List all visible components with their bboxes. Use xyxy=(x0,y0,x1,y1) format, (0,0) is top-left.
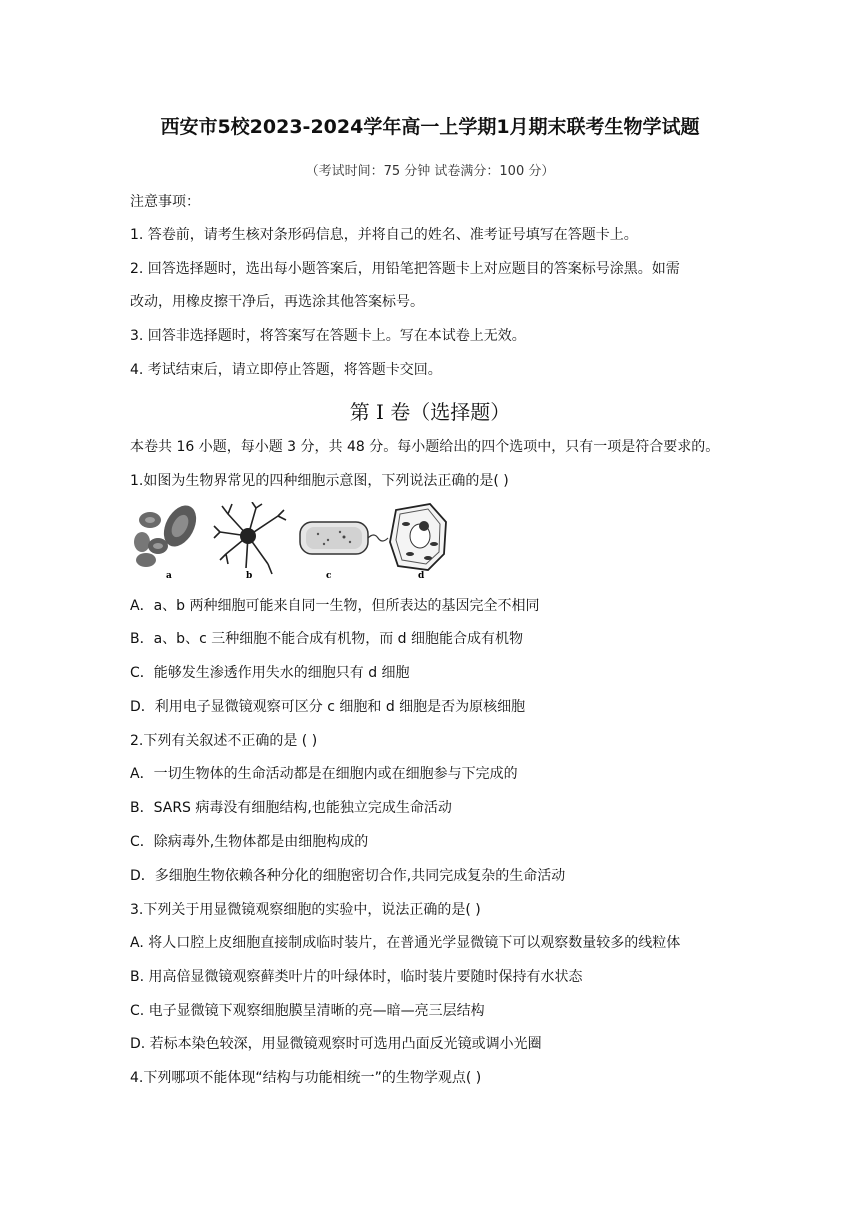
figure-label-a: a xyxy=(166,571,172,581)
answer-option: C．除病毒外,生物体都是由细胞构成的 xyxy=(130,834,369,850)
question-stem: 2.下列有关叙述不正确的是 ( ) xyxy=(130,733,318,749)
exam-title: 西安市5校2023-2024学年高一上学期1月期末联考生物学试题 xyxy=(160,116,700,138)
cell-diagram xyxy=(128,502,468,582)
neuron-body xyxy=(240,528,256,544)
cell-diagram-figure xyxy=(128,502,468,582)
answer-option: A．a、b 两种细胞可能来自同一生物，但所表达的基因完全不相同 xyxy=(130,598,540,614)
bacterium-illustration xyxy=(300,522,388,554)
answer-option: C．能够发生渗透作用失水的细胞只有 d 细胞 xyxy=(130,665,410,681)
answer-option: B. 用高倍显微镜观察藓类叶片的叶绿体时，临时装片要随时保持有水状态 xyxy=(130,969,583,985)
answer-option: C. 电子显微镜下观察细胞膜呈清晰的亮—暗—亮三层结构 xyxy=(130,1003,485,1019)
answer-option: A．一切生物体的生命活动都是在细胞内或在细胞参与下完成的 xyxy=(130,766,518,782)
answer-option: D．利用电子显微镜观察可区分 c 细胞和 d 细胞是否为原核细胞 xyxy=(130,699,526,715)
figure-label-c: c xyxy=(326,571,332,581)
notice-heading: 注意事项： xyxy=(130,194,200,210)
answer-option: D．多细胞生物依赖各种分化的细胞密切合作,共同完成复杂的生命活动 xyxy=(130,868,566,884)
question-stem: 1.如图为生物界常见的四种细胞示意图，下列说法正确的是( ) xyxy=(130,473,509,489)
section-title: 第 I 卷（选择题） xyxy=(349,400,511,424)
question-stem: 3.下列关于用显微镜观察细胞的实验中，说法正确的是( ) xyxy=(130,902,481,918)
notice-item: 2. 回答选择题时，选出每小题答案后，用铅笔把答题卡上对应题目的答案标号涂黑。如需 xyxy=(130,261,680,277)
figure-label-d: d xyxy=(418,571,425,581)
notice-item: 1. 答卷前，请考生核对条形码信息，并将自己的姓名、准考证号填写在答题卡上。 xyxy=(130,227,638,243)
question-stem: 4.下列哪项不能体现“结构与功能相统一”的生物学观点( ) xyxy=(130,1070,482,1086)
answer-option: B．a、b、c 三种细胞不能合成有机物，而 d 细胞能合成有机物 xyxy=(130,631,524,647)
section-intro: 本卷共 16 小题，每小题 3 分，共 48 分。每小题给出的四个选项中，只有一项是符合要求的。 xyxy=(130,439,720,455)
notice-item: 改动，用橡皮擦干净后，再选涂其他答案标号。 xyxy=(130,294,424,310)
figure-label-b: b xyxy=(246,571,253,581)
answer-option: D. 若标本染色较深，用显微镜观察时可选用凸面反光镜或调小光圈 xyxy=(130,1036,542,1052)
notice-item: 3. 回答非选择题时，将答案写在答题卡上。写在本试卷上无效。 xyxy=(130,328,526,344)
answer-option: A. 将人口腔上皮细胞直接制成临时装片，在普通光学显微镜下可以观察数量较多的线粒体 xyxy=(130,935,681,951)
exam-info: （考试时间：75 分钟 试卷满分：100 分） xyxy=(305,164,555,179)
red-blood-cell-illustration xyxy=(134,502,203,567)
notice-item: 4. 考试结束后，请立即停止答题，将答题卡交回。 xyxy=(130,362,442,378)
plant-cell-illustration xyxy=(390,504,446,570)
answer-option: B．SARS 病毒没有细胞结构,也能独立完成生命活动 xyxy=(130,800,452,816)
